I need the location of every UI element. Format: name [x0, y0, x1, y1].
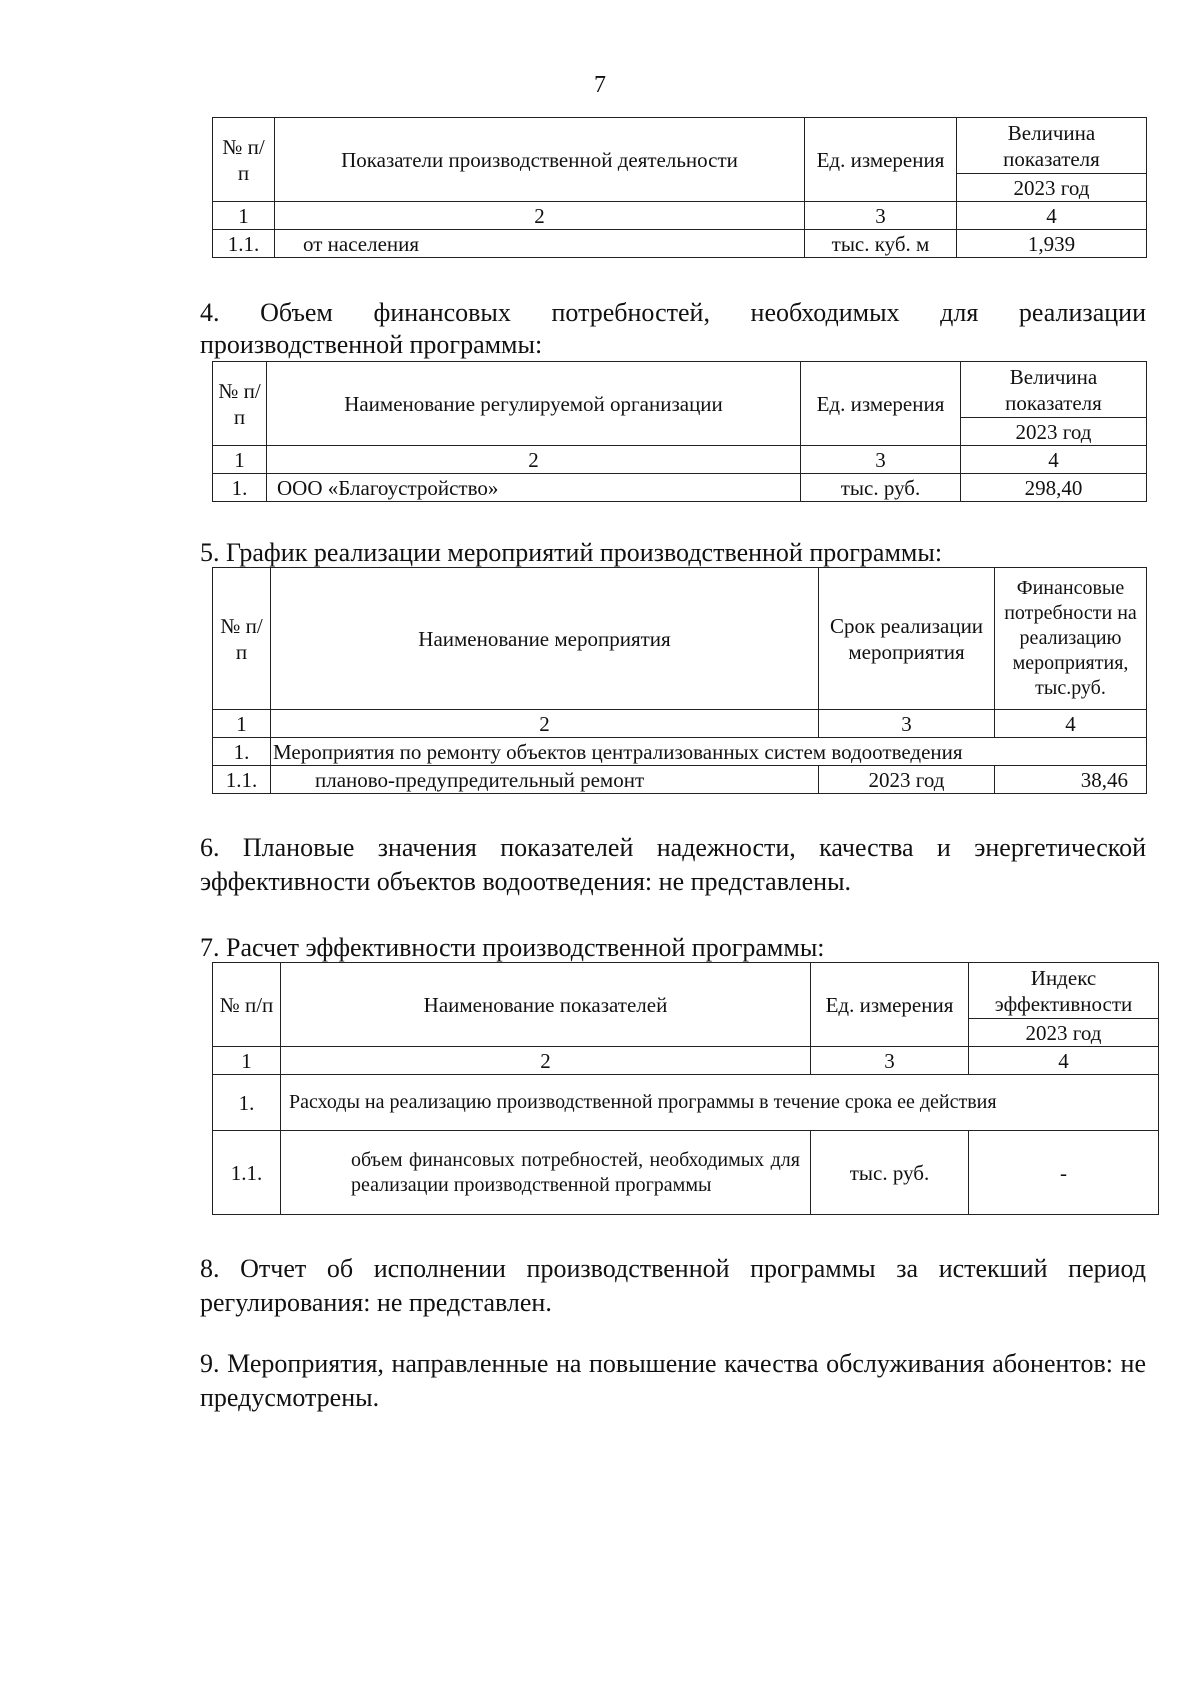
section-5-title: 5. График реализации мероприятий производственной программы: [200, 538, 943, 567]
row-value: 1,939 [957, 230, 1147, 258]
row-num: 1. [213, 474, 267, 502]
row-name: планово-предупредительный ремонт [271, 766, 819, 794]
activities-schedule-table [212, 567, 1147, 794]
index-cell: 4 [961, 446, 1147, 474]
section-9-text: 9. Мероприятия, направленные на повышение качества обслуживания абонентов: не предусмотрены. [200, 1349, 1146, 1412]
col-year-header: 2023 год [961, 418, 1147, 446]
col-unit-header: Ед. измерения [801, 362, 961, 446]
col-index-header: Индекс эффективности [969, 963, 1159, 1019]
row-name: от населения [275, 230, 805, 258]
col-name-header: Наименование мероприятия [271, 568, 819, 710]
section-7-title: 7. Расчет эффективности производственной программы: [200, 933, 825, 962]
section-4-title-line1 [200, 298, 1146, 328]
col-year-header: 2023 год [957, 174, 1147, 202]
index-cell: 1 [213, 202, 275, 230]
col-value-header: Величина показателя [961, 362, 1147, 418]
title-word: реализации [1018, 298, 1146, 327]
index-cell: 2 [267, 446, 801, 474]
index-cell: 4 [957, 202, 1147, 230]
index-cell: 3 [801, 446, 961, 474]
row-value: 38,46 [995, 766, 1147, 794]
efficiency-calculation-table [212, 962, 1159, 1215]
index-cell: 3 [805, 202, 957, 230]
group-num: 1. [213, 738, 271, 766]
index-cell: 3 [819, 710, 995, 738]
col-value-header: Величина показателя [957, 118, 1147, 174]
col-fin-header: Финансовые потребности на реализацию мероприятия, тыс.руб. [995, 568, 1147, 710]
row-num: 1.1. [213, 1131, 281, 1215]
col-num-header: № п/п [213, 568, 271, 710]
row-term: 2023 год [819, 766, 995, 794]
col-num-header: № п/п [213, 362, 267, 446]
title-word: для [940, 298, 979, 327]
index-cell: 3 [811, 1047, 969, 1075]
section-6-text: 6. Плановые значения показателей надежности, качества и энергетической эффективности объектов водоотведения: не представлены. [200, 833, 1146, 896]
row-num: 1.1. [213, 230, 275, 258]
title-word: 4. [200, 298, 220, 327]
title-word: необходимых [750, 298, 900, 327]
row-value: 298,40 [961, 474, 1147, 502]
col-name-header: Наименование показателей [281, 963, 811, 1047]
col-name-header: Наименование регулируемой организации [267, 362, 801, 446]
row-unit: тыс. куб. м [805, 230, 957, 258]
section-4-title-line2: производственной программы: [200, 330, 543, 359]
title-word: потребностей, [551, 298, 710, 327]
index-cell: 1 [213, 446, 267, 474]
section-8-text: 8. Отчет об исполнении производственной программы за истекший период регулирования: не представлен. [200, 1254, 1146, 1317]
row-unit: тыс. руб. [811, 1131, 969, 1215]
index-cell: 2 [281, 1047, 811, 1075]
row-value: - [969, 1131, 1159, 1215]
group-num: 1. [213, 1075, 281, 1131]
title-word: Объем [260, 298, 333, 327]
col-unit-header: Ед. измерения [805, 118, 957, 202]
row-num: 1.1. [213, 766, 271, 794]
index-cell: 4 [969, 1047, 1159, 1075]
production-indicators-table [212, 117, 1147, 258]
col-num-header: № п/п [213, 118, 275, 202]
index-cell: 1 [213, 710, 271, 738]
index-cell: 2 [275, 202, 805, 230]
col-year-header: 2023 год [969, 1019, 1159, 1047]
col-name-header: Показатели производственной деятельности [275, 118, 805, 202]
index-cell: 4 [995, 710, 1147, 738]
row-name: объем финансовых потребностей, необходимых для реализации производственной программы [281, 1131, 811, 1215]
group-name: Расходы на реализацию производственной программы в течение срока ее действия [281, 1075, 1159, 1131]
row-name: ООО «Благоустройство» [267, 474, 801, 502]
financial-needs-table [212, 361, 1147, 502]
page-number: 7 [594, 72, 606, 98]
row-unit: тыс. руб. [801, 474, 961, 502]
col-num-header: № п/п [213, 963, 281, 1047]
index-cell: 2 [271, 710, 819, 738]
col-term-header: Срок реализации мероприятия [819, 568, 995, 710]
index-cell: 1 [213, 1047, 281, 1075]
col-unit-header: Ед. измерения [811, 963, 969, 1047]
group-name: Мероприятия по ремонту объектов централизованных систем водоотведения [271, 738, 1147, 766]
title-word: финансовых [373, 298, 511, 327]
